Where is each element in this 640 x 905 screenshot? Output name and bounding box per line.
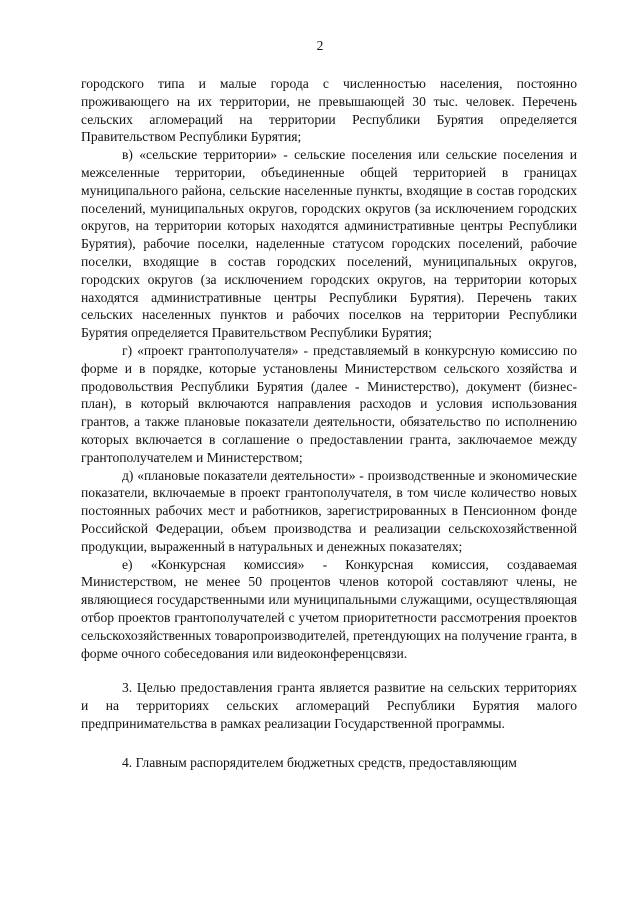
document-body — [81, 75, 577, 771]
paragraph-definition-competition-commission: е) «Конкурсная комиссия» - Конкурсная комиссия, создаваемая Министерством, не менее 50 процентов членов которой составляют члены, не являющиеся государственными или муниципальными служащими, осуществляющая отбор проектов грантополучателей с учетом приоритетности рассмотрения проектов сельскохозяйственных товаропроизводителей, претендующих на получение гранта, в форме очного собеседования или видеоконференцсвязи. — [81, 556, 577, 661]
page-number: 2 — [316, 38, 324, 53]
paragraph-definition-continuation: городского типа и малые города с численностью населения, постоянно проживающего на их территории, не превышающей 30 тыс. человек. Перечень сельских агломераций на территории Республики Бурятия определяется Правительством Республики Бурятия; — [81, 76, 577, 145]
paragraph-definition-performance-indicators: д) «плановые показатели деятельности» - производственные и экономические показатели, включаемые в проект грантополучателя, в том числе количество новых постоянных рабочих мест и работников, зарегистрированных в Пенсионном фонде Российской Федерации, объем производства и реализации сельскохозяйственной продукции, выраженный в натуральных и денежных показателях; — [81, 467, 577, 554]
paragraph-section-3: 3. Целью предоставления гранта является развитие на сельских территориях и на территориях сельских агломераций Республики Бурятия малого предпринимательства в рамках реализации Государственной программы. — [81, 680, 577, 731]
paragraph-definition-rural-territories: в) «сельские территории» - сельские поселения или сельские поселения и межселенные территории, объединенные общей территорией в границах муниципального района, сельские населенные пункты, входящие в состав городских поселений, муниципальных округов, городских округов (за исключением городских округов, на территории которых находятся административные центры Республики Бурятия), рабочие поселки, наделенные статусом городских поселений, рабочие поселки, входящие в состав городских поселений, муниципальных округов, городских округов (за исключением городских округов, на территории которых находятся административные центры Республики Бурятия). Перечень таких сельских населенных пунктов и рабочих поселков на территории Республики Бурятия определяется Правительством Республики Бурятия; — [81, 147, 577, 341]
paragraph-definition-grantee-project: г) «проект грантополучателя» - представляемый в конкурсную комиссию по форме и в порядке, которые установлены Министерством сельского хозяйства и продовольствия Республики Бурятия (далее - Министерство), документ (бизнес-план), в который включаются направления расходов и условия использования грантов, а также плановые показатели деятельности, обязательство по исполнению которых включается в соглашение о предоставлении гранта, заключаемое между грантополучателем и Министерством; — [81, 342, 577, 465]
paragraph-section-4: 4. Главным распорядителем бюджетных средств, предоставляющим — [122, 754, 517, 770]
